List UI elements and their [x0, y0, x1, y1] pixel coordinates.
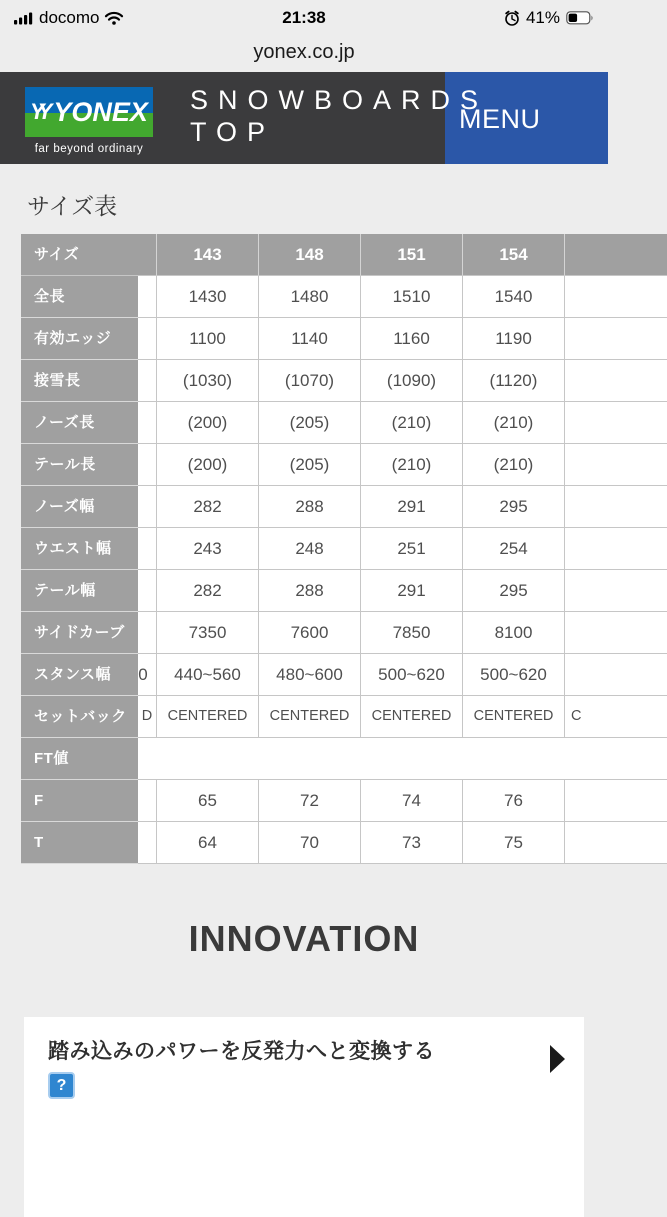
yonex-tagline: far beyond ordinary [34, 143, 144, 155]
table-cell-partial [565, 570, 667, 612]
status-bar [0, 0, 608, 32]
table-cell-clipped [138, 444, 157, 486]
table-cell: 440~560 [157, 654, 259, 696]
yonex-flag [25, 87, 153, 137]
table-cell-partial: C [565, 696, 667, 738]
table-cell: 243 [157, 528, 259, 570]
table-cell: 72 [259, 780, 361, 822]
table-cell: 1100 [157, 318, 259, 360]
page-title: SNOWBOARDS TOP [190, 85, 489, 147]
table-cell: CENTERED [361, 696, 463, 738]
chevron-right-icon [550, 1045, 565, 1073]
column-header-clipped-cell [138, 234, 157, 276]
row-label: セットバック [21, 696, 138, 738]
table-cell-partial [565, 318, 667, 360]
table-cell: (205) [259, 444, 361, 486]
row-label: 全長 [21, 276, 138, 318]
row-label: ウエスト幅 [21, 528, 138, 570]
row-label: ノーズ幅 [21, 486, 138, 528]
yonex-yy-mark-icon: YY [30, 99, 46, 124]
row-label: テール幅 [21, 570, 138, 612]
innovation-heading: INNOVATION [188, 918, 420, 959]
yonex-brand-label: YONEX [53, 96, 148, 127]
table-cell: 8100 [463, 612, 565, 654]
size-table-scroll-area[interactable] [21, 234, 587, 864]
table-cell: CENTERED [259, 696, 361, 738]
browser-url-bar[interactable] [0, 32, 608, 72]
table-cell: 1140 [259, 318, 361, 360]
table-cell: 480~600 [259, 654, 361, 696]
table-cell: 1430 [157, 276, 259, 318]
table-cell-clipped [138, 822, 157, 864]
table-cell-partial [565, 822, 667, 864]
table-cell-clipped [138, 612, 157, 654]
innovation-card[interactable] [24, 1017, 584, 1217]
column-header: 154 [463, 234, 565, 276]
row-label: スタンス幅 [21, 654, 138, 696]
row-label: ノーズ長 [21, 402, 138, 444]
table-cell: 254 [463, 528, 565, 570]
table-cell-span [138, 738, 667, 780]
table-cell: 291 [361, 570, 463, 612]
innovation-card-title: 踏み込みのパワーを反発力へと変換する [48, 1040, 435, 1063]
table-cell: 500~620 [361, 654, 463, 696]
table-cell: (1030) [157, 360, 259, 402]
table-cell: 65 [157, 780, 259, 822]
table-cell: (1090) [361, 360, 463, 402]
table-cell: 74 [361, 780, 463, 822]
table-cell: 73 [361, 822, 463, 864]
row-label: サイドカーブ [21, 612, 138, 654]
table-cell-clipped [138, 486, 157, 528]
alarm-clock-icon [504, 10, 520, 26]
table-cell: 7600 [259, 612, 361, 654]
table-cell: 251 [361, 528, 463, 570]
table-cell: 70 [259, 822, 361, 864]
table-cell-partial [565, 276, 667, 318]
site-header [0, 72, 608, 164]
row-label: F [21, 780, 138, 822]
table-cell-partial [565, 780, 667, 822]
table-cell-partial [565, 360, 667, 402]
table-cell: (210) [463, 444, 565, 486]
table-cell-clipped [138, 528, 157, 570]
table-cell-clipped [138, 402, 157, 444]
table-cell: (210) [361, 402, 463, 444]
table-cell: (205) [259, 402, 361, 444]
row-label: テール長 [21, 444, 138, 486]
row-label: T [21, 822, 138, 864]
table-cell-clipped [138, 360, 157, 402]
table-cell-clipped [138, 318, 157, 360]
table-cell: (210) [361, 444, 463, 486]
table-cell: 75 [463, 822, 565, 864]
row-label: 接雪長 [21, 360, 138, 402]
table-cell: 76 [463, 780, 565, 822]
table-cell: CENTERED [463, 696, 565, 738]
battery-icon [566, 11, 594, 25]
table-cell: 7850 [361, 612, 463, 654]
table-cell: (1120) [463, 360, 565, 402]
table-cell: CENTERED [157, 696, 259, 738]
table-cell: 64 [157, 822, 259, 864]
column-header: 151 [361, 234, 463, 276]
table-cell: 248 [259, 528, 361, 570]
table-cell: (200) [157, 444, 259, 486]
column-header: 148 [259, 234, 361, 276]
table-cell-partial [565, 612, 667, 654]
battery-percent-label: 41% [525, 8, 560, 27]
table-cell: (1070) [259, 360, 361, 402]
table-cell: 1540 [463, 276, 565, 318]
size-table [21, 234, 667, 864]
table-cell-clipped: D [138, 696, 157, 738]
table-cell: 1160 [361, 318, 463, 360]
table-cell: 291 [361, 486, 463, 528]
table-cell-clipped [138, 780, 157, 822]
column-header-label: サイズ [21, 234, 138, 276]
column-header-partial [565, 234, 667, 276]
table-cell-partial [565, 654, 667, 696]
info-icon[interactable]: ? [48, 1072, 75, 1099]
table-cell: 7350 [157, 612, 259, 654]
column-header: 143 [157, 234, 259, 276]
table-cell-clipped: 0 [138, 654, 157, 696]
table-cell: 500~620 [463, 654, 565, 696]
table-cell-clipped [138, 276, 157, 318]
table-cell-partial [565, 528, 667, 570]
row-label: 有効エッジ [21, 318, 138, 360]
table-cell-clipped [138, 570, 157, 612]
table-cell-partial [565, 402, 667, 444]
table-cell: 288 [259, 570, 361, 612]
table-cell: 282 [157, 486, 259, 528]
status-time: 21:38 [282, 8, 326, 27]
table-cell: 1510 [361, 276, 463, 318]
size-table-heading: サイズ表 [27, 193, 118, 219]
table-cell: 1480 [259, 276, 361, 318]
table-cell: 295 [463, 486, 565, 528]
yonex-logo[interactable] [25, 87, 153, 155]
menu-label[interactable]: MENU [459, 104, 541, 134]
table-cell: 282 [157, 570, 259, 612]
row-label: FT値 [21, 738, 138, 780]
table-cell: 1190 [463, 318, 565, 360]
table-cell: (200) [157, 402, 259, 444]
url-text[interactable]: yonex.co.jp [253, 40, 355, 63]
table-cell-partial [565, 444, 667, 486]
table-cell-partial [565, 486, 667, 528]
table-cell: 288 [259, 486, 361, 528]
table-cell: 295 [463, 570, 565, 612]
carrier-label: docomo [39, 8, 100, 27]
table-cell: (210) [463, 402, 565, 444]
